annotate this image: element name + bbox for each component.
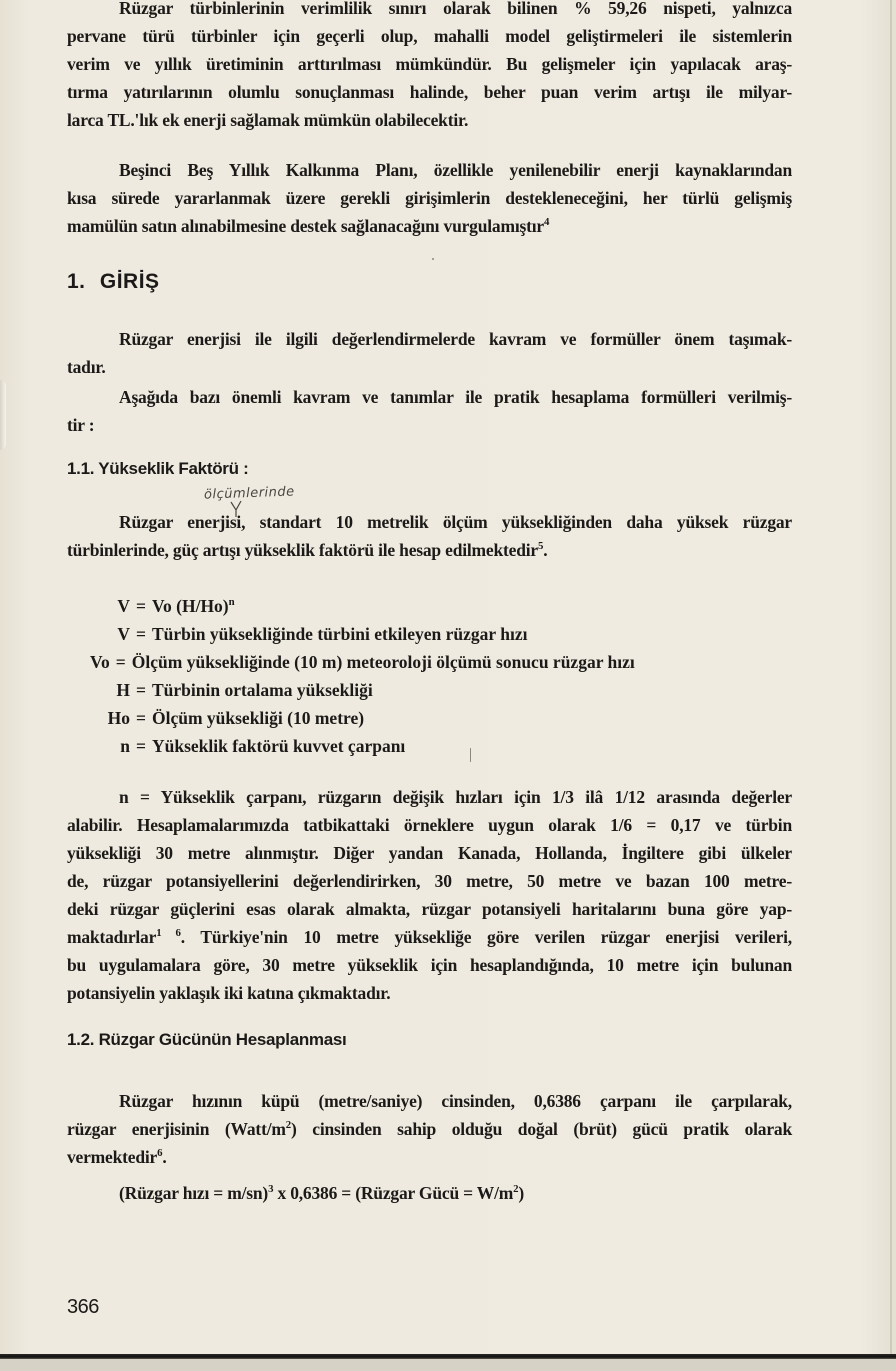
text-line: Rüzgar hızının küpü (metre/saniye) cinsinden, 0,6386 çarpanı ile çarpılarak, bbox=[119, 1091, 792, 1111]
formula-definition bbox=[90, 648, 635, 676]
formula-symbol: Ho bbox=[107, 708, 130, 728]
formula-segment: ) bbox=[518, 1183, 525, 1203]
formula-meaning: Ölçüm yüksekliğinde (10 m) meteoroloji ölçümü sonucu rüzgar hızı bbox=[131, 652, 635, 672]
page-number: 366 bbox=[67, 1296, 99, 1318]
formula-equals: = bbox=[115, 652, 126, 672]
section-heading-1-1: 1.1. Yükseklik Faktörü : bbox=[67, 459, 249, 478]
text-segment: . Türkiye'nin 10 metre yüksekliğe göre verilen rüzgar enerjisi verileri, bbox=[180, 927, 792, 947]
formula-line bbox=[119, 1179, 792, 1207]
formula-equals: = bbox=[136, 596, 146, 616]
formula-symbol: n bbox=[120, 736, 130, 756]
section-1-1-paragraph bbox=[67, 508, 792, 564]
footnote-ref: 5 bbox=[538, 540, 544, 553]
binding-shadow bbox=[0, 380, 6, 450]
intro-paragraph-1 bbox=[67, 0, 792, 134]
formula-definition bbox=[90, 676, 610, 704]
formula-equals: = bbox=[136, 736, 146, 756]
page-bottom-margin bbox=[0, 1359, 896, 1371]
formula-exponent: 3 bbox=[268, 1183, 274, 1196]
formula-definition bbox=[90, 732, 610, 760]
scan-speck bbox=[470, 748, 471, 762]
text-line bbox=[67, 536, 792, 564]
page-bottom-edge bbox=[0, 1354, 896, 1359]
power-formula bbox=[67, 1179, 792, 1207]
text-segment: vermektedir bbox=[67, 1147, 158, 1167]
text-line: Aşağıda bazı önemli kavram ve tanımlar ile pratik hesaplama formülleri verilmiş- bbox=[119, 387, 792, 407]
formula-rhs bbox=[152, 592, 235, 620]
text-line: yüksekliği 30 metre alınmıştır. Diğer yandan Kanada, Hollanda, İngiltere gibi ülkeler bbox=[67, 843, 792, 863]
text-line: tir : bbox=[67, 415, 95, 435]
text-segment: Rüzgar enerjisi, bbox=[119, 512, 246, 532]
text-line: potansiyelin yaklaşık iki katına çıkmaktadır. bbox=[67, 983, 391, 1003]
page-edge bbox=[890, 0, 892, 1371]
formula-segment: (Rüzgar hızı = m/sn) bbox=[119, 1183, 269, 1203]
text-line: deki rüzgar güçlerini esas olarak almakta, rüzgar potansiyeli haritalarını buna göre yap- bbox=[67, 899, 792, 919]
text-segment: ) cinsinden sahip olduğu doğal (brüt) gücü pratik olarak bbox=[290, 1119, 792, 1139]
superscript: 2 bbox=[285, 1119, 291, 1132]
section-number: 1. bbox=[67, 270, 86, 293]
formula-symbol: V bbox=[117, 624, 130, 644]
text-line: bu uygulamalara göre, 30 metre yükseklik için hesaplandığında, 10 metre için bulunan bbox=[67, 955, 792, 975]
text-line: de, rüzgar potansiyellerini değerlendirirken, 30 metre, 50 metre ve bazan 100 metre- bbox=[67, 871, 792, 891]
footnote-ref: 6 bbox=[157, 1147, 163, 1160]
formula-equals: = bbox=[136, 624, 146, 644]
footnote-ref: 1 6 bbox=[156, 927, 181, 940]
formula-equals: = bbox=[136, 708, 146, 728]
text-line: verim ve yıllık üretiminin arttırılması mümkündür. Bu gelişmeler için yapılacak araş- bbox=[67, 54, 792, 74]
text-line bbox=[67, 1143, 792, 1171]
text-line bbox=[67, 923, 792, 951]
section-title: GİRİŞ bbox=[99, 270, 160, 293]
text-segment: . bbox=[543, 540, 548, 560]
formula-meaning: Yükseklik faktörü kuvvet çarpanı bbox=[151, 736, 406, 756]
height-factor-explanation bbox=[67, 783, 792, 1007]
formula-meaning: Türbin yüksekliğinde türbini etkileyen rüzgar hızı bbox=[151, 624, 528, 644]
formula-symbol: V bbox=[117, 596, 130, 616]
scan-speck bbox=[432, 258, 434, 260]
handwritten-annotation: ölçümlerinde bbox=[203, 484, 295, 503]
formula-meaning: Ölçüm yüksekliği (10 metre) bbox=[151, 708, 365, 728]
text-segment: mamülün satın alınabilmesine destek sağlanacağını vurgulamıştır bbox=[67, 216, 544, 236]
text-line bbox=[67, 1115, 792, 1143]
text-line: alabilir. Hesaplamalarımızda tatbikattaki örneklere uygun olarak 1/6 = 0,17 ve türbin bbox=[67, 815, 792, 835]
section-1-2-paragraph bbox=[67, 1087, 792, 1171]
formula-expression: Vo (H/Ho) bbox=[151, 596, 229, 616]
text-line: tırma yatırılarının olumlu sonuçlanması halinde, beher puan verim artışı ile milyar- bbox=[67, 82, 792, 102]
formula-definition bbox=[90, 620, 610, 648]
height-factor-formula bbox=[90, 592, 635, 760]
text-line: Beşinci Beş Yıllık Kalkınma Planı, özellikle yenilenebilir enerji kaynaklarından bbox=[119, 160, 792, 180]
text-line: larca TL.'lık ek enerji sağlamak mümkün olabilecektir. bbox=[67, 110, 469, 130]
text-line: tadır. bbox=[67, 357, 106, 377]
formula-symbol: H bbox=[116, 680, 130, 700]
formula-meaning: Türbinin ortalama yüksekliği bbox=[151, 680, 373, 700]
section-1-paragraph-2 bbox=[67, 383, 792, 439]
formula-definition bbox=[90, 704, 610, 732]
text-line bbox=[67, 212, 792, 240]
footnote-ref: 4 bbox=[543, 216, 550, 229]
formula-main bbox=[90, 592, 610, 620]
section-heading-1-2: 1.2. Rüzgar Gücünün Hesaplanması bbox=[67, 1030, 347, 1049]
section-heading-1 bbox=[67, 270, 160, 294]
text-line: n = Yükseklik çarpanı, rüzgarın değişik hızları için 1/3 ilâ 1/12 arasında değerler bbox=[119, 787, 792, 807]
section-1-paragraph-1 bbox=[67, 325, 792, 381]
text-line: Rüzgar türbinlerinin verimlilik sınırı olarak bilinen % 59,26 nispeti, yalnızca bbox=[119, 0, 792, 18]
text-line: Rüzgar enerjisi ile ilgili değerlendirmelerde kavram ve formüller önem taşımak- bbox=[119, 329, 792, 349]
text-line: kısa sürede yararlanmak üzere gerekli girişimlerin destekleneceğini, her türlü gelişmiş bbox=[67, 188, 792, 208]
intro-paragraph-2 bbox=[67, 156, 792, 240]
formula-segment: x 0,6386 = (Rüzgar Gücü = W/m bbox=[273, 1183, 514, 1203]
text-line bbox=[67, 508, 792, 536]
formula-equals: = bbox=[136, 680, 146, 700]
formula-exponent: n bbox=[228, 596, 235, 609]
text-segment: türbinlerinde, güç artışı yükseklik faktörü ile hesap edilmektedir bbox=[67, 540, 538, 560]
formula-symbol: Vo bbox=[90, 652, 110, 672]
formula-exponent: 2 bbox=[513, 1183, 519, 1196]
text-segment: . bbox=[162, 1147, 167, 1167]
text-segment: maktadırlar bbox=[67, 927, 157, 947]
text-segment: rüzgar enerjisinin (Watt/m bbox=[67, 1119, 286, 1139]
text-line: pervane türü türbinler için geçerli olup, mahalli model geliştirmeleri ile sistemlerin bbox=[67, 26, 792, 46]
text-segment: standart 10 metrelik ölçüm yüksekliğinden daha yüksek rüzgar bbox=[245, 512, 792, 532]
